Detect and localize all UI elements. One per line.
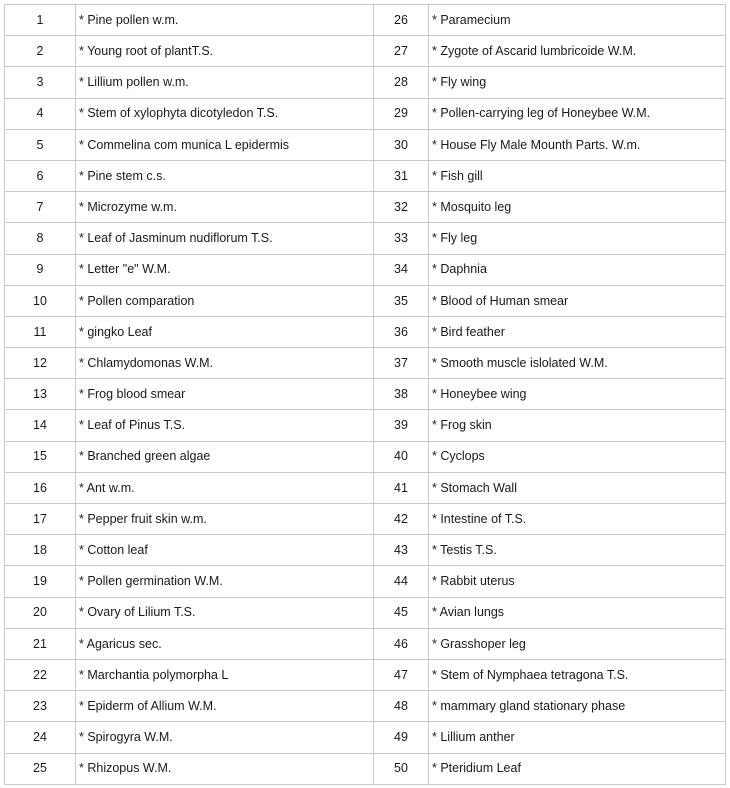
slide-number: 14 [5,410,76,441]
slide-name: * Epiderm of Allium W.M. [76,691,374,722]
slide-name: * Pollen-carrying leg of Honeybee W.M. [429,98,726,129]
slide-name: * Pepper fruit skin w.m. [76,504,374,535]
slide-name: * Lillium pollen w.m. [76,67,374,98]
table-row [5,379,726,410]
slide-number: 48 [374,691,429,722]
table-row [5,36,726,67]
slide-number: 21 [5,628,76,659]
slide-number: 44 [374,566,429,597]
slide-number: 7 [5,192,76,223]
slide-number: 3 [5,67,76,98]
slide-name: * Branched green algae [76,441,374,472]
slide-number: 45 [374,597,429,628]
slide-name: * gingko Leaf [76,316,374,347]
table-row [5,192,726,223]
table-row [5,98,726,129]
slide-name: * Daphnia [429,254,726,285]
slide-name: * Rabbit uterus [429,566,726,597]
slide-name: * Pteridium Leaf [429,753,726,784]
table-row [5,254,726,285]
table-row [5,5,726,36]
slide-name: * Letter "e" W.M. [76,254,374,285]
slide-name: * Pine pollen w.m. [76,5,374,36]
table-row [5,597,726,628]
slide-name: * Pine stem c.s. [76,160,374,191]
slide-name: * Fly wing [429,67,726,98]
slide-number: 32 [374,192,429,223]
slide-name: * Avian lungs [429,597,726,628]
slide-number: 46 [374,628,429,659]
slide-list-table [4,4,726,785]
slide-name: * Fish gill [429,160,726,191]
slide-number: 15 [5,441,76,472]
slide-name: * Cotton leaf [76,535,374,566]
table-row [5,223,726,254]
table-row [5,566,726,597]
slide-number: 6 [5,160,76,191]
slide-number: 20 [5,597,76,628]
slide-number: 12 [5,348,76,379]
slide-number: 5 [5,129,76,160]
slide-number: 8 [5,223,76,254]
slide-name: * Rhizopus W.M. [76,753,374,784]
slide-name: * Pollen comparation [76,285,374,316]
slide-number: 41 [374,472,429,503]
table-row [5,535,726,566]
slide-number: 38 [374,379,429,410]
table-row [5,628,726,659]
slide-number: 25 [5,753,76,784]
slide-number: 23 [5,691,76,722]
table-row [5,316,726,347]
table-row [5,67,726,98]
slide-list-body [5,5,726,785]
slide-name: * Ovary of Lilium T.S. [76,597,374,628]
slide-name: * Fly leg [429,223,726,254]
slide-name: * Ant w.m. [76,472,374,503]
slide-number: 49 [374,722,429,753]
slide-name: * Paramecium [429,5,726,36]
slide-name: * Testis T.S. [429,535,726,566]
slide-name: * Stem of Nymphaea tetragona T.S. [429,659,726,690]
slide-name: * Zygote of Ascarid lumbricoide W.M. [429,36,726,67]
slide-name: * Frog skin [429,410,726,441]
slide-name: * House Fly Male Mounth Parts. W.m. [429,129,726,160]
slide-name: * Smooth muscle islolated W.M. [429,348,726,379]
table-row [5,722,726,753]
slide-number: 47 [374,659,429,690]
table-row [5,348,726,379]
slide-name: * Grasshoper leg [429,628,726,659]
slide-number: 17 [5,504,76,535]
table-row [5,659,726,690]
slide-name: * Leaf of Jasminum nudiflorum T.S. [76,223,374,254]
slide-number: 1 [5,5,76,36]
slide-number: 31 [374,160,429,191]
slide-name: * Blood of Human smear [429,285,726,316]
slide-name: * Honeybee wing [429,379,726,410]
slide-number: 11 [5,316,76,347]
slide-number: 30 [374,129,429,160]
slide-name: * Spirogyra W.M. [76,722,374,753]
slide-number: 33 [374,223,429,254]
slide-number: 19 [5,566,76,597]
table-row [5,441,726,472]
table-row [5,753,726,784]
slide-number: 24 [5,722,76,753]
slide-number: 27 [374,36,429,67]
slide-name: * Leaf of Pinus T.S. [76,410,374,441]
slide-name: * Lillium anther [429,722,726,753]
slide-name: * Intestine of T.S. [429,504,726,535]
slide-number: 40 [374,441,429,472]
table-row [5,285,726,316]
slide-name: * Frog blood smear [76,379,374,410]
table-row [5,504,726,535]
table-row [5,410,726,441]
slide-number: 16 [5,472,76,503]
slide-number: 4 [5,98,76,129]
slide-number: 10 [5,285,76,316]
slide-name: * Stem of xylophyta dicotyledon T.S. [76,98,374,129]
slide-number: 13 [5,379,76,410]
slide-number: 22 [5,659,76,690]
table-row [5,129,726,160]
slide-number: 50 [374,753,429,784]
slide-number: 36 [374,316,429,347]
slide-name: * Commelina com munica L epidermis [76,129,374,160]
slide-name: * Marchantia polymorpha L [76,659,374,690]
slide-name: * Mosquito leg [429,192,726,223]
slide-number: 39 [374,410,429,441]
slide-name: * Pollen germination W.M. [76,566,374,597]
slide-number: 9 [5,254,76,285]
slide-number: 34 [374,254,429,285]
slide-name: * mammary gland stationary phase [429,691,726,722]
slide-name: * Bird feather [429,316,726,347]
table-row [5,160,726,191]
table-row [5,472,726,503]
slide-name: * Young root of plantT.S. [76,36,374,67]
slide-number: 18 [5,535,76,566]
slide-number: 37 [374,348,429,379]
slide-name: * Microzyme w.m. [76,192,374,223]
slide-name: * Agaricus sec. [76,628,374,659]
slide-name: * Stomach Wall [429,472,726,503]
slide-number: 28 [374,67,429,98]
slide-number: 43 [374,535,429,566]
slide-number: 2 [5,36,76,67]
table-row [5,691,726,722]
slide-number: 35 [374,285,429,316]
slide-number: 29 [374,98,429,129]
slide-number: 26 [374,5,429,36]
slide-name: * Chlamydomonas W.M. [76,348,374,379]
slide-name: * Cyclops [429,441,726,472]
slide-number: 42 [374,504,429,535]
